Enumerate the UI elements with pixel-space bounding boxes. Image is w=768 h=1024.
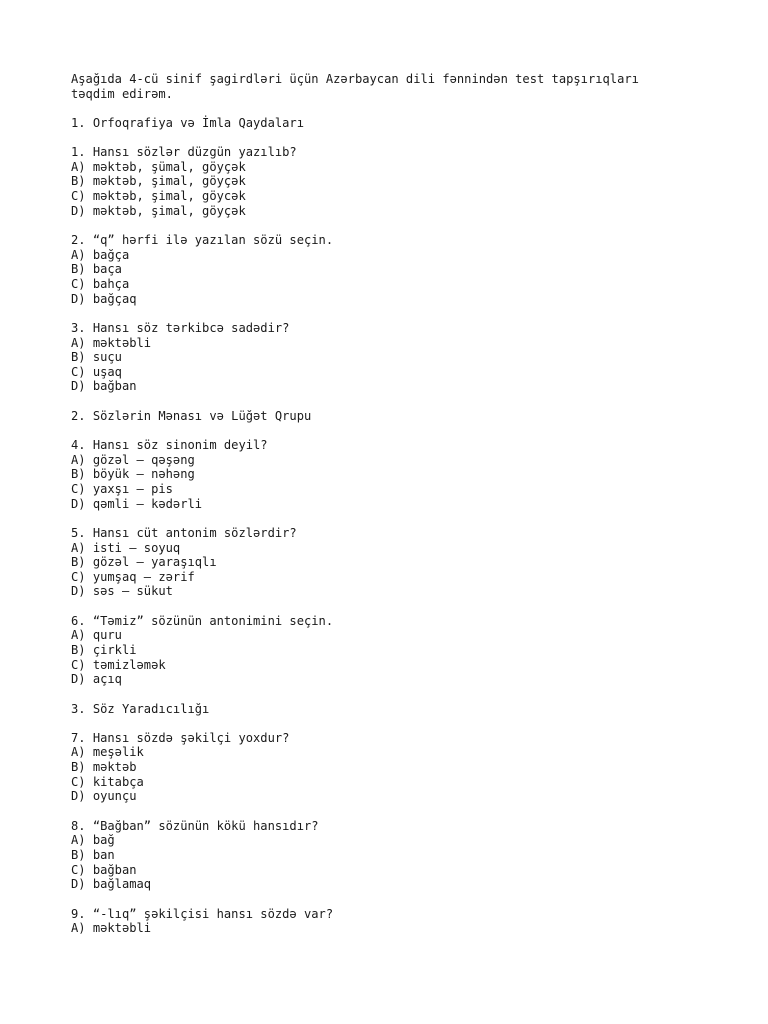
answer-option: B) böyük – nəhəng <box>71 467 195 482</box>
answer-option: D) bağlamaq <box>71 877 152 892</box>
intro-line-1: Aşağıda 4-cü sinif şagirdləri üçün Azərbaycan dili fənnindən test tapşırıqları <box>71 72 639 86</box>
answer-option: D) səs – sükut <box>71 584 173 599</box>
answer-option: B) baça <box>71 262 122 277</box>
answer-option: D) bağban <box>71 379 137 394</box>
answer-option: D) məktəb, şimal, göyçək <box>71 203 246 218</box>
answer-option: C) bağban <box>71 862 137 877</box>
answer-option: A) məktəbli <box>71 921 152 936</box>
question-text: 6. “Təmiz” sözünün antonimini seçin. <box>71 613 334 628</box>
answer-option: C) məktəb, şimal, göycək <box>71 189 246 204</box>
answer-option: A) gözəl – qəşəng <box>71 452 195 467</box>
intro-line-2: təqdim edirəm. <box>71 86 173 101</box>
section-title: 1. Orfoqrafiya və İmla Qaydaları <box>71 115 304 130</box>
answer-option: C) uşaq <box>71 364 122 379</box>
answer-option: A) bağça <box>71 247 130 262</box>
answer-option: D) açıq <box>71 672 122 687</box>
answer-option: D) qəmli – kədərli <box>71 496 203 511</box>
answer-option: C) yumşaq – zərif <box>71 569 195 584</box>
document-body <box>71 72 731 936</box>
answer-option: C) təmizləmək <box>71 657 166 672</box>
answer-option: B) gözəl – yaraşıqlı <box>71 555 217 570</box>
answer-option: B) məktəb, şimal, göyçək <box>71 174 246 189</box>
answer-option: C) kitabça <box>71 774 144 789</box>
section-title: 2. Sözlərin Mənası və Lüğət Qrupu <box>71 408 312 423</box>
question-text: 9. “-lıq” şəkilçisi hansı sözdə var? <box>71 906 334 921</box>
question-text: 2. “q” hərfi ilə yazılan sözü seçin. <box>71 233 334 248</box>
answer-option: A) məktəbli <box>71 335 152 350</box>
answer-option: B) ban <box>71 847 115 862</box>
question-text: 5. Hansı cüt antonim sözlərdir? <box>71 525 297 540</box>
answer-option: A) məktəb, şümal, göyçək <box>71 159 246 174</box>
answer-option: A) isti – soyuq <box>71 540 181 555</box>
question-text: 1. Hansı sözlər düzgün yazılıb? <box>71 145 297 160</box>
answer-option: C) bahça <box>71 276 130 291</box>
section-title: 3. Söz Yaradıcılığı <box>71 701 210 716</box>
answer-option: D) bağçaq <box>71 291 137 306</box>
answer-option: D) oyunçu <box>71 789 137 804</box>
question-text: 7. Hansı sözdə şəkilçi yoxdur? <box>71 730 290 745</box>
question-text: 4. Hansı söz sinonim deyil? <box>71 438 268 453</box>
answer-option: A) quru <box>71 628 122 643</box>
answer-option: A) bağ <box>71 833 115 848</box>
answer-option: B) məktəb <box>71 760 137 775</box>
answer-option: A) meşəlik <box>71 745 144 760</box>
answer-option: B) suçu <box>71 350 122 365</box>
question-text: 8. “Bağban” sözünün kökü hansıdır? <box>71 818 319 833</box>
answer-option: C) yaxşı – pis <box>71 481 173 496</box>
question-text: 3. Hansı söz tərkibcə sadədir? <box>71 320 290 335</box>
answer-option: B) çirkli <box>71 642 137 657</box>
